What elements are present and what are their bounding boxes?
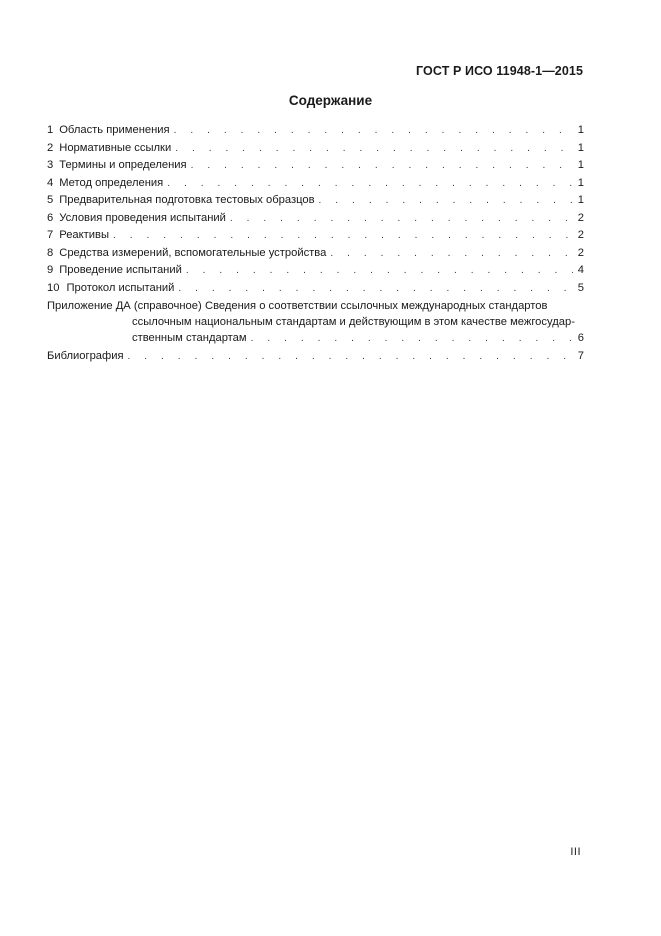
toc-item-9[interactable] xyxy=(47,264,584,282)
toc-item-number: 2 xyxy=(47,141,54,154)
toc-item-number: 3 xyxy=(47,159,54,171)
toc-item-title: Условия проведения испытаний xyxy=(59,211,226,224)
toc-item-page: 6 xyxy=(577,332,584,344)
toc-item-page: 5 xyxy=(577,281,584,294)
toc-bibliography[interactable] xyxy=(47,350,584,368)
toc-item-number: 6 xyxy=(47,211,54,224)
toc-item-5[interactable] xyxy=(47,194,584,212)
toc-item-number: 5 xyxy=(47,194,54,206)
toc-item-label xyxy=(47,264,182,276)
toc-item-number: 4 xyxy=(47,176,54,189)
toc-item-title: Метод определения xyxy=(59,176,164,189)
toc-item-page: 1 xyxy=(577,141,584,154)
appendix-title-line-2: ссылочным национальным стандартам и действующим в этом качестве межгосудар- xyxy=(132,316,575,328)
toc-item-page: 1 xyxy=(577,159,584,171)
appendix-line-3 xyxy=(47,332,584,349)
toc-item-title: Нормативные ссылки xyxy=(59,141,172,154)
toc-item-label xyxy=(47,159,187,171)
toc-item-title: Предварительная подготовка тестовых образцов xyxy=(59,194,315,206)
dot-leader xyxy=(230,213,573,224)
toc-item-title: Средства измерений, вспомогательные устройства xyxy=(59,246,327,259)
document-code: ГОСТ Р ИСО 11948-1—2015 xyxy=(416,64,583,78)
toc-item-title: Реактивы xyxy=(59,229,110,241)
toc-item-label xyxy=(47,177,163,189)
toc-item-number: 7 xyxy=(47,229,54,241)
toc-item-page: 1 xyxy=(577,124,584,136)
toc-item-4[interactable] xyxy=(47,177,584,195)
toc-item-page: 2 xyxy=(577,229,584,241)
toc-item-7[interactable] xyxy=(47,229,584,247)
dot-leader xyxy=(113,230,573,241)
toc-item-8[interactable] xyxy=(47,247,584,265)
toc-item-page: 7 xyxy=(577,350,584,362)
toc-item-1[interactable] xyxy=(47,124,584,142)
toc-item-number: 8 xyxy=(47,246,54,259)
toc-item-label xyxy=(47,229,109,241)
dot-leader xyxy=(330,248,573,259)
toc-item-2[interactable] xyxy=(47,142,584,160)
toc-item-10[interactable] xyxy=(47,282,584,300)
toc-item-page: 1 xyxy=(577,176,584,189)
table-of-contents xyxy=(47,124,584,368)
toc-appendix-da[interactable] xyxy=(47,300,584,349)
dot-leader xyxy=(167,178,573,189)
appendix-title-line-3: ственным стандартам xyxy=(132,332,247,344)
appendix-title-line-1: Сведения о соответствии ссылочных международных стандартов xyxy=(205,300,548,312)
toc-item-label xyxy=(47,142,171,154)
toc-item-title: Область применения xyxy=(59,124,170,136)
toc-item-page: 4 xyxy=(577,264,584,276)
dot-leader xyxy=(178,283,573,294)
toc-item-3[interactable] xyxy=(47,159,584,177)
toc-item-page: 1 xyxy=(577,194,584,206)
toc-item-number: 10 xyxy=(47,281,60,294)
toc-item-title: Проведение испытаний xyxy=(59,264,182,276)
dot-leader xyxy=(128,351,573,362)
toc-item-title: Термины и определения xyxy=(59,159,187,171)
bibliography-label: Библиография xyxy=(47,350,124,362)
dot-leader xyxy=(319,195,573,206)
dot-leader xyxy=(191,160,573,171)
dot-leader xyxy=(174,125,573,136)
toc-item-label xyxy=(47,247,326,259)
toc-item-label xyxy=(47,194,315,206)
toc-item-number: 9 xyxy=(47,264,54,276)
appendix-line-1 xyxy=(47,300,584,316)
toc-item-page: 2 xyxy=(577,246,584,259)
toc-item-label xyxy=(47,282,174,294)
dot-leader xyxy=(186,265,573,276)
toc-item-label xyxy=(47,212,226,224)
dot-leader xyxy=(251,333,573,344)
dot-leader xyxy=(175,143,573,154)
page-number: III xyxy=(570,846,581,858)
appendix-lead: Приложение ДА (справочное) xyxy=(47,300,202,312)
toc-item-page: 2 xyxy=(577,211,584,224)
toc-title: Содержание xyxy=(288,93,373,108)
toc-item-label xyxy=(47,124,170,136)
toc-item-number: 1 xyxy=(47,124,54,136)
toc-item-6[interactable] xyxy=(47,212,584,230)
toc-item-title: Протокол испытаний xyxy=(66,281,175,294)
